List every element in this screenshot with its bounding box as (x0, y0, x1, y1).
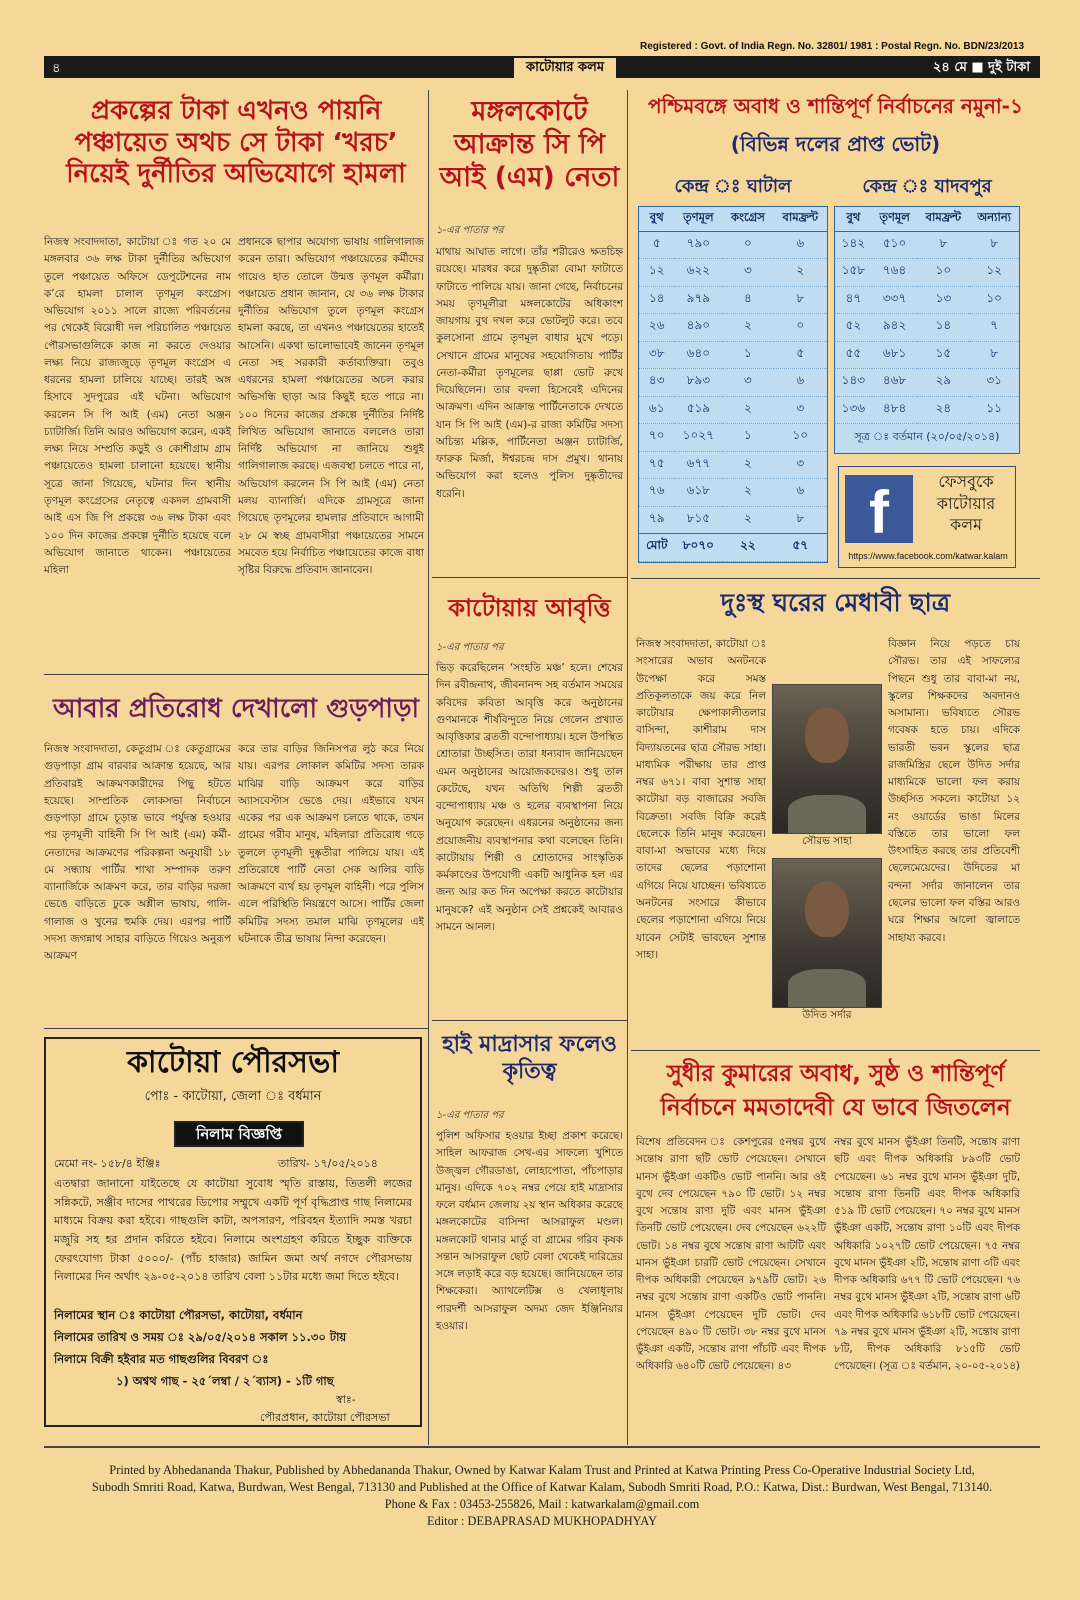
table-cell: ৩ (722, 369, 773, 397)
table-cell: ১২ (639, 259, 674, 287)
table-cell: ০ (774, 314, 827, 342)
table-cell: ৩১ (969, 369, 1019, 397)
table-cell: ১০ (917, 259, 969, 287)
table-cell: ৮ (917, 231, 969, 259)
table-cell: ২ (722, 506, 773, 534)
story3-body: মাথায় আঘাত লাগে। তাঁর শরীরেও ক্ষতচিহ্ন রয়েছে। মারধর করে দুষ্কৃতীরা বোমা ফাটাতে ফাটাতে পালিয়ে যায়। জানা গেছে, নির্বাচনের সময় তৃণমূলীরা মঙ্গলকোটের অধিকাংশ জায়গায় বুথ দখল করে ভোটলুট করে। তবে কুলসোনা গ্রামে তৃণমূল বাধার মুখে পড়ে। সেখানে গ্রামের মানুষের সহযোগিতায় পার্টির নেতা-কর্মীরা তৃণমূলের ছাপ্পা ভোট রুখে দিয়েছিলেন। তার বদলা হিসেবেই এদিনের আক্রমণ। এদিন আক্রান্ত পার্টিনেতাকে দেখতে যান সি পি আই (এম)-র রাজ্য কমিটির সদস্য অচিন্ত্য মল্লিক, পার্টিনেতা অঞ্জন চ্যাটার্জি, ফারুক মির্জা, ঈশ্বরচন্দ্র দাস প্রমুখ। থানায় অভিযোগ করা হলেও পুলিস দুষ্কৃতীদের ধরেনি। (436, 246, 623, 500)
footer-line-4: Editor : DEBAPRASAD MUKHOPADHYAY (426, 1513, 658, 1528)
table-total-cell: মোট (639, 534, 674, 562)
photo-udit-sardar (772, 858, 882, 1008)
table-cell: ২ (774, 259, 827, 287)
table-row (639, 424, 827, 452)
auction-notice (44, 1037, 422, 1427)
table-cell: ১০২৭ (674, 424, 722, 452)
table-cell: ১০ (969, 286, 1019, 314)
kendra-ghatal: কেন্দ্র ঃ ঘাটাল (674, 176, 792, 197)
table-cell: ১ (722, 424, 773, 452)
section-rule-4 (432, 1020, 627, 1021)
masthead-bar (44, 56, 1040, 78)
table-cell: ৮ (969, 231, 1019, 259)
table-cell: ৫১৯ (674, 396, 722, 424)
table-cell: ৪৩ (639, 369, 674, 397)
table-cell: ৪৭ (835, 286, 872, 314)
notice-item-1: ১) অশ্বথ গাছ - ২৫´লম্বা / ২´ব্যাস) - ১টি গাছ (116, 1374, 334, 1388)
table-header-cell: বামফ্রন্ট (917, 207, 969, 231)
caption-sourav-saha: সৌরভ সাহা (772, 834, 882, 851)
notice-memo: মেমো নং- ১৫৮/৪ ইঞ্জিঃ (54, 1157, 161, 1170)
page-number: ৪ (52, 60, 61, 75)
notice-sign-2: পৌরপ্রধান, কাটোয়া পৌরসভা (260, 1411, 390, 1424)
table-cell: ৭ (969, 314, 1019, 342)
election-subheadline: (বিভিন্ন দলের প্রাপ্ত ভোট) (730, 132, 941, 156)
ghatal-table (638, 206, 828, 563)
kendra-jadavpur: কেন্দ্র ঃ যাদবপুর (862, 176, 992, 197)
story2-column-1: নিজস্ব সংবাদদাতা, কেতুগ্রাম ঃ কেতুগ্রামের গুড়পাড়া গ্রাম বারবার আক্রান্ত হয়েছে, আর প্রতিবারই আক্রমণকারীদের পিছু হটতে হয়েছে। সাম্প্রতিক লোকসভা নির্বাচনে গুড়পাড়া গ্রামে চূড়ান্ত ভাবে পর্যুদস্ত হওয়ার পর তৃণমূলী বাহিনী সি পি আই (এম) কর্মী-নেতাদের আক্রমণের পরিকল্পনা অনুযায়ী ১৮ মে সন্ধ্যায় পার্টির শাখা সম্পাদক তরুণ ব্যানার্জিকে আক্রমণ করে, তার বাড়ির দরজা ভেঙে বাড়িতে ঢুকে অশ্লীল ভাষায়, গালি-গালাজ ও খুনের হুমকি দেয়। এরপর পার্টি সদস্য জগন্নাথ সাহার বাড়িতে গিয়েও অনুরূপ আক্রমণ (44, 743, 231, 963)
table-cell: ২ (722, 451, 773, 479)
notice-address: পোঃ - কাটোয়া, জেলা ঃ বর্ধমান (144, 1089, 322, 1104)
story4-continuation: ১-এর পাতার পর (436, 642, 504, 653)
notice-date: তারিখ- ১৭/০৫/২০১৪ (278, 1157, 378, 1170)
table-cell: ৩৩৭ (872, 286, 918, 314)
table-cell: ৭৬৪ (872, 259, 918, 287)
table-cell: ৮ (774, 506, 827, 534)
table-row (835, 286, 1019, 314)
table-cell: ২ (722, 479, 773, 507)
story1-headline: প্রকল্পের টাকা এখনও পায়নি পঞ্চায়েত অথচ সে টাকা ‘খরচ’ নিয়েই দুর্নীতির অভিযোগে হামলা (66, 96, 406, 190)
story2-column-2: করে তার বাড়ির জিনিসপত্র লুঠ করে নিয়ে যায়। এরপর লোকাল কমিটির সদস্য তারক মাঝির বাড়ি আক্রমণ করে বাড়ির অ্যাসবেস্টাস ভেঙে দেয়। এইভাবে যখন একের পর এক আক্রমণ চলতে থাকে, তখন গ্রামের গরীব মানুষ, মহিলারা প্রতিরোধ গড়ে তুললে তৃণমূলী দুষ্কৃতীরা পালিয়ে যায়। এই প্রতিরোধে পার্টি নেতা সেক আলির বাড়ি আক্রমণে ব্যর্থ হয় তৃণমূল বাহিনী। পরে পুলিস এলে পরিস্থিতি নিয়ন্ত্রণে আসে। পার্টির জেলা কমিটির সদস্য তমাল মাঝি তৃণমূলের এই ঘটনাকে তীব্র ভাষায় নিন্দা করেছেন। (238, 743, 424, 945)
story1-column-2: প্রধানকে ছাপার অযোগ্য ভাষায় গালিগালাজ করেন তারা। অভিযোগ পঞ্চায়েতের কর্মীদের গায়েও হাত তোলে উন্মত্ত তৃণমূল কর্মীরা। পঞ্চায়েত প্রধান জানান, যে ৩৬ লক্ষ টাকার দুর্নীতির অভিযোগ তুলে তৃণমূল কংগ্রেস হামলা করছে, তা এখনও পঞ্চায়েতের হাতেই আসেনি। একথা ভালোভাবেই জানেন তৃণমূল নেতা সহ সরকারী কর্তাব্যক্তিরা। তবুও এধরনের হামলা পঞ্চায়েতের অচল করার অভিসন্ধি ছাড়া আর কিছুই হতে পারে না। ১০০ দিনের কাজের প্রকল্পে দুর্নীতির নির্দিষ্ট লিখিত অভিযোগ জানাতে বললেও তারা নির্দিষ্ট অভিযোগ না জানিয়ে শুধুই গালিগালাজ করছে। এজবস্থা চলতে পারে না, অভিযোগ করলেন সি পি আই (এম) নেতা মলয় ব্যানার্জি। এদিকে গ্রামসূত্রে জানা গিয়েছে তৃণমূলের হামলার প্রতিবাদে আগামী ২৮ মে স্বচ্ছ গ্রামবাসীরা পঞ্চায়েতের সামনে সমবেত হয়ে নির্বাচিত পঞ্চায়েতের কাজে বাধা সৃষ্টির বিরুদ্ধে প্রতিবাদ জানাবেন। (238, 236, 424, 577)
column-rule-2 (627, 90, 628, 1445)
table-cell: ৭০ (639, 424, 674, 452)
table-cell: ৩৮ (639, 341, 674, 369)
table-cell: ৯৭৯ (674, 286, 722, 314)
table-cell: ৬১ (639, 396, 674, 424)
table-total-row (639, 534, 827, 562)
table-cell: ২ (722, 314, 773, 342)
table-cell: ১৪২ (835, 231, 872, 259)
table-row (835, 231, 1019, 259)
section-rule-2 (44, 1028, 428, 1029)
footer-line-3: Phone & Fax : 03453-255826, Mail : katwarkalam@gmail.com (384, 1496, 700, 1511)
table-cell: ৪ (722, 286, 773, 314)
table-cell: ৪৮৪ (872, 396, 918, 424)
table-cell: ৬৮১ (872, 341, 918, 369)
table-total-cell: ২২ (722, 534, 773, 562)
table-cell: ২৬ (639, 314, 674, 342)
table-cell: ৬৪০ (674, 341, 722, 369)
story4-headline: কাটোয়ায় আবৃত্তি (448, 594, 611, 622)
table-cell: ১৪৩ (835, 369, 872, 397)
facebook-promo[interactable] (838, 466, 1016, 568)
facebook-line-1: ফেসবুকে (938, 472, 994, 491)
table-cell: ৬ (774, 369, 827, 397)
table-header-cell: তৃণমূল (674, 207, 722, 231)
paper-name: কাটোয়ার কলম (514, 58, 616, 79)
table-cell: ৫২ (835, 314, 872, 342)
footer-rule (44, 1446, 1040, 1448)
table-header-cell: বুথ (639, 207, 674, 231)
table-row (835, 396, 1019, 424)
registration-info: Registered : Govt. of India Regn. No. 32801/ 1981 : Postal Regn. No. BDN/23/2013 (640, 41, 1024, 52)
table-cell: ৪৬৮ (872, 369, 918, 397)
facebook-icon: f (845, 475, 913, 543)
table-header-cell: বুথ (835, 207, 872, 231)
story1-column-1: নিজস্ব সংবাদদাতা, কাটোয়া ঃ গত ২০ মে মঙ্গলবার ৩৬ লক্ষ টাকা দুর্নীতির অভিযোগ তুলে পঞ্চায়েত অফিসে ডেপুটেশনের নাম ক’রে হামলা চালাল তৃণমূল কংগ্রেস। অভিযোগ ২০১১ সালে রাজ্যে পরিবর্তনের পর থেকেই বিরোধী দল পরিচালিত পঞ্চায়েত পৌরসভাগুলিকে কাজ না করতে দেওয়ার লক্ষ্য নিয়ে রাজ্যজুড়ে তৃণমূল কংগ্রেস এ ধরনের হামলা চালিয়ে যাচ্ছে। তারই অঙ্গ হিসাবে সুদপুরের এই ঘটনা। অভিযোগ করলেন সি পি আই (এম) নেতা অঞ্জন চ্যাটার্জি। তিনি আরও অভিযোগ করেন, একই লক্ষ্য নিয়ে সম্প্রতি কড়ুই ও কোশীগ্রাম গ্রাম পঞ্চায়েতেও হামলা চালানো হয়েছে। স্থানীয় সূত্রে জানা গিয়েছে, ঘটনার দিন স্থানীয় তৃণমূল কংগ্রেসের নেতৃত্বে একদল গ্রামবাসী আই এস জি পি প্রকল্পে ৩৬ লক্ষ টাকা এবং ১০০ দিন কাজের প্রকল্পে দুর্নীতি হয়েছে বলে অভিযোগ জানাতে থাকেন। পঞ্চায়েতের মহিলা (44, 236, 231, 577)
section-rule-3 (432, 577, 627, 578)
table-total-cell: ৮০৭০ (674, 534, 722, 562)
table-cell: ৫৫ (835, 341, 872, 369)
table-cell: ৩ (722, 259, 773, 287)
jadavpur-table (834, 206, 1020, 454)
table-cell: ১৪ (639, 286, 674, 314)
table-cell: ৫ (774, 341, 827, 369)
story2-headline: আবার প্রতিরোধ দেখালো গুড়পাড়া (52, 694, 420, 724)
story7-headline-1: সুধীর কুমারের অবাধ, সুষ্ঠ ও শান্তিপূর্ণ (666, 1061, 1005, 1087)
table-row (835, 369, 1019, 397)
table-row (639, 259, 827, 287)
table-row (835, 314, 1019, 342)
table-header-cell: কংগ্রেস (722, 207, 773, 231)
table-row (639, 479, 827, 507)
table-cell: ১৪ (917, 314, 969, 342)
table-cell: ৮ (969, 341, 1019, 369)
notice-body: এতদ্বারা জানানো যাইতেছে যে কাটোয়া সুবোধ স্মৃতি রাস্তায়, তিতলী লজের সন্নিকটে, সঞ্জীব দাসের পাথরের ডিপোর সম্মুখে একটি পূর্ণ বৃদ্ধিপ্রাপ্ত গাছ নিলামের মাধ্যমে বিক্রয় করা হইবে। গাছগুলি কাটা, অপসারণ, পরিবহন ইত্যাদি সমস্ত খরচা মজুরি সহ হর প্রদান করিতে হইবে। নিলামে অংশগ্রহণ করিতে ইচ্ছুক ব্যক্তিকে ফেরৎযোগ্য টাকা ৫০০০/- (পাঁচ হাজার) জামিন জমা অর্থ নগদে পৌরসভায় নিলামের দিন অর্থাৎ ২৯-০৫-২০১৪ তারিখ বেলা ১১টার মধ্যে জমা দিতে হইবে। (54, 1177, 412, 1284)
table-cell: ৬ (774, 231, 827, 259)
table-cell: ৬ (774, 479, 827, 507)
table-cell: ৬২২ (674, 259, 722, 287)
table-row (639, 451, 827, 479)
story7-column-2: নম্বর বুথে মানস ভুঁইঞা তিনটি, সন্তোষ রাণা ছটি এবং দীপক অধিকারি ৮৯৩টি ভোট পেয়েছেন। ৬১ নম্বর বুথে মানস ভুঁইঞা দুটি, সন্তোষ রাণা তিনটি এবং দীপক অধিকারি ৫১৯ টি ভোট পেয়েছেন। ৭০ নম্বর বুথে মানস ভুঁইঞা একটি, সন্তোষ রাণা ১০টি এবং দীপক অধিকারি ১০২৭টি ভোট পেয়েছেন। ৭৫ নম্বর বুথে মানস ভুঁইঞা ২টি, সন্তোষ রাণা ৩টি এবং দীপক অধিকারি ৬৭৭ টি ভোট পেয়েছেন। ৭৬ নম্বর বুথে মানস ভুঁইঞা ২টি, সন্তোষ রাণা ৬টি এবং দীপক অধিকারি ৬১৮টি ভোট পেয়েছেন। ৭৯ নম্বর বুথে মানস ভুঁইঞা ২টি, সন্তোষ রাণা ৮টি, দীপক অধিকারি ৮১৫টি ভোট পেয়েছেন। (সূত্র ঃ বর্তমান, ২০-০৫-২০১৪) (834, 1136, 1020, 1373)
story3-continuation: ১-এর পাতার পর (436, 225, 504, 236)
facebook-line-3: কলম (949, 515, 982, 535)
story4-body: ভিড় করেছিলেন ‘সংহতি মঞ্চ’ হলে। শেষের দিন রবীন্দ্রনাথ, জীবনানন্দ সহ বর্তমান সময়ের কবিদের কবিতা আবৃত্তি করে অনুষ্ঠানের গুণমানকে শীর্ষবিন্দুতে নিয়ে গেলেন প্রখ্যাত আবৃত্তিকার ব্রততী বন্দোপাধ্যায়। হলে উপস্থিত শ্রোতারা উচ্ছসিত। তারা ধন্যবাদ জানিয়েছেন এমন অনুষ্ঠানের আয়োজকদেরও। শুধু তাল কেটেছে, যখন অতিথি শিল্পী ব্রততী বন্দোপাধ্যায় মঞ্চ ও হলের ব্যবস্থাপনা নিয়ে অনুযোগ করেছেন। এধরনের অনুষ্ঠানের জন্য প্রয়োজনীয় ব্যবস্থাপনার কথা বলেছেন তিনি। কাটোয়ায় শিল্পী ও শ্রোতাদের সাংস্কৃতিক কর্মকাণ্ডের উপযোগী একটি আধুনিক হল এর জন্য আর কত দিন অপেক্ষা করতে কাটোয়ার মানুষকে? এই অনুষ্ঠান সেই প্রশ্নকেই আবারও সামনে আনল। (436, 662, 623, 933)
footer-line-1: Printed by Abhedananda Thakur, Published by Abhedananda Thakur, Owned by Katwar Kalam Trust and Printed at Katwa Printing Press Co-Operative Industrial Society Ltd, (109, 1463, 975, 1477)
table-cell: ৮ (774, 286, 827, 314)
story6-headline: দুঃস্থ ঘরের মেধাবী ছাত্র (720, 588, 951, 617)
table-cell: ১২ (969, 259, 1019, 287)
table-row (639, 231, 827, 259)
date-price: ২৪ মে ■ দুই টাকা (932, 60, 1030, 75)
photo-sourav-saha (772, 684, 882, 834)
story7-headline-2: নির্বাচনে মমতাদেবী যে ভাবে জিতলেন (660, 1095, 1011, 1121)
story3-headline: মঙ্গলকোটে আক্রান্ত সি পি আই (এম) নেতা (439, 96, 620, 193)
section-rule-5 (631, 578, 1040, 579)
table-cell: ১০ (774, 424, 827, 452)
table-cell: ৬৭৭ (674, 451, 722, 479)
column-rule-1 (428, 90, 429, 1445)
table-cell: ৫ (639, 231, 674, 259)
table-total-cell: ৫৭ (774, 534, 827, 562)
footer-line-2: Subodh Smriti Road, Katwa, Burdwan, West Bengal, 713130 and Published at the Office of Katwar Kalam, Subodh Smriti Road, P.O.: Katwa, Dist.: Burdwan, West Bengal, 713140. (91, 1479, 993, 1494)
facebook-url[interactable]: https://www.facebook.com/katwar.kalam (848, 551, 1008, 561)
table-row (639, 369, 827, 397)
table-cell: ১৩ (917, 286, 969, 314)
table-cell: ৯৪২ (872, 314, 918, 342)
election-source: সূত্র ঃ বর্তমান (২০/০৫/২০১৪) (854, 430, 1000, 443)
table-row (639, 341, 827, 369)
story6-column-1: নিজস্ব সংবাদদাতা, কাটোয়া ঃ সংসারের অভাব অনটনকে উপেক্ষা করে সমস্ত প্রতিকূলতাকে জয় করে নিল কাটোয়ার ক্ষেপাকালীতলার বাসিন্দা, কাশীরাম দাস বিদ্যায়তনের ছাত্র সৌরভ সাহা। মাধ্যমিক পরীক্ষায় তার প্রাপ্ত নম্বর ৬৭১। বাবা সুশান্ত সাহা কাটোয়া বড় বাজারের সবজি বিক্রেতা। সবজি বিক্রি করেই ছেলেকে তিনি মানুষ করেছেন। বাবা-মা অভাবের মধ্যে দিয়ে তাদের ছেলের পড়াশোনা এগিয়ে নিয়ে যাচ্ছেন। ভবিষ্যতে অনটনের সংসারে কীভাবে ছেলের পড়াশোনা এগিয়ে নিয়ে যাবেন সেটাই ভাবছেন সুশান্ত সাহা। (636, 638, 766, 961)
table-cell: ২৪ (917, 396, 969, 424)
story5-body: পুলিশ অফিসার হওয়ার ইচ্ছা প্রকাশ করেছে। সাহিল আফরাজ সেখ-এর সাফল্যে খুশিতে উজ্জ্বল গৌরডাঙা, লোহাপোতা, পাঁচপাড়ার মানুষ। এদিকে ৭০২ নম্বর পেয়ে হাই মাদ্রাসার ফলে বর্ধমান জেলায় ২য় স্থান অধিকার করেছে মঙ্গলকোটের বাসিন্দা আসরাফুল মণ্ডল। মঙ্গলকোট থানার মার্তু বা গ্রামের গরিব কৃষক সন্তান আসরাফুল ছোট বেলা থেকেই দারিদ্রের সঙ্গে লড়াই করে বড় হয়েছে। জানিয়েছেন তার শিক্ষকেরা। অ্যাথলেটিক্স ও খেলাধূলায় পারদর্শী আসরাফুল অদম্য জেদ ইঞ্জিনিয়ার হওয়ার। (436, 1130, 623, 1332)
table-row (639, 396, 827, 424)
table-cell: ১ (722, 341, 773, 369)
caption-udit-sardar: উদিত সর্দার (772, 1008, 882, 1025)
notice-place: নিলামের স্থান ঃ কাটোয়া পৌরসভা, কাটোয়া, বর্ধমান (54, 1308, 303, 1322)
table-cell: ৫১০ (872, 231, 918, 259)
table-cell: ৪৯০ (674, 314, 722, 342)
table-header-cell: তৃণমূল (872, 207, 918, 231)
section-rule-1 (44, 674, 428, 675)
table-cell: ২ (722, 396, 773, 424)
election-headline: পশ্চিমবঙ্গে অবাধ ও শান্তিপূর্ণ নির্বাচনের নমুনা-১ (648, 94, 1023, 118)
table-cell: ১৫৮ (835, 259, 872, 287)
imprint-footer (44, 1462, 1040, 1529)
story7-column-1: বিশেষ প্রতিবেদন ঃ কেশপুরের ৫নম্বর বুথে সন্তোষ রাণা ছটি ভোট পেয়েছেন। সেখানে মানস ভুঁইঞা একটিও ভোট পাননি। আর ওই বুথে দেব পেয়েছেন ৭৯০ টি ভোট। ১২ নম্বর বুথে সন্তোষ রাণা দুটি এবং মানস ভুঁইঞা তিনটি ভোট পেয়েছেন। দেব পেয়েছেন ৬২২টি ভোট। ১৪ নম্বর বুথে সন্তোষ রাণা আটটি এবং মানস ভুঁইঞা চারটি ভোট পেয়েছেন। সেখানে দীপক অধিকারী পেয়েছেন ৯৭৯টি ভোট। ২৬ নম্বর বুথে সন্তোষ রাণা একটিও ভোট পাননি। মানস ভুঁইঞা পেয়েছেন দুটি ভোট। দেব পেয়েছেন ৪৯০ টি ভোট। ৩৮ নম্বর বুথে মানস ভুঁইঞা একটি, সন্তোষ রাণা পাঁচটি এবং দীপক অধিকারি ৬৪০টি ভোট পেয়েছেন। ৪৩ (636, 1136, 826, 1373)
facebook-line-2: কাটোয়ার (936, 493, 996, 513)
table-header-cell: বামফ্রন্ট (774, 207, 827, 231)
story6-column-2: বিজ্ঞান নিয়ে পড়তে চায় সৌরভ। তার এই সাফল্যের পিছনে শুধু তার বাবা-মা নয়, স্কুলের শিক্ষকদের অবদানও অসামান্য। ভবিষ্যতে সৌরভ গবেষক হতে চায়। এদিকে ভারতী ভবন স্কুলের ছাত্র রাজমিস্ত্রির ছেলে উদিত সর্দার মাধ্যমিকে ভালো ফল করায় উচ্ছসিত সকলে। কাটোয়া ১২ নং ওয়ার্ডের ভাঙা মিলের বস্তিতে তার ভালো ফল উৎসাহিত করছে তার প্রতিবেশী ছেলেমেয়েদের। উদিতের মা বন্দনা সর্দার জানালেন তার ছেলের ভালো ফল বস্তির আরও ঘরে শিক্ষার আলো জ্বালাতে সাহায্য করবে। (888, 638, 1020, 944)
notice-title: কাটোয়া পৌরসভা (126, 1045, 340, 1080)
notice-datetime: নিলামের তারিখ ও সময় ঃ ২৯/০৫/২০১৪ সকাল ১১.৩০ টায় (54, 1330, 347, 1344)
story5-continuation: ১-এর পাতার পর (436, 1110, 504, 1121)
table-cell: ৭৯ (639, 506, 674, 534)
table-cell: ৮১৫ (674, 506, 722, 534)
table-cell: ৮৯৩ (674, 369, 722, 397)
table-cell: ৩ (774, 396, 827, 424)
table-row (639, 286, 827, 314)
table-cell: ৬১৮ (674, 479, 722, 507)
section-rule-6 (631, 1050, 1040, 1051)
table-row (639, 506, 827, 534)
table-row (835, 341, 1019, 369)
notice-label: নিলাম বিজ্ঞপ্তি (174, 1121, 304, 1147)
notice-items-label: নিলামে বিক্রী হইবার মত গাছগুলির বিবরণ ঃ (54, 1352, 269, 1366)
table-row (835, 259, 1019, 287)
table-cell: ১৫ (917, 341, 969, 369)
table-header-cell: অন্যান্য (969, 207, 1019, 231)
notice-sign-1: স্বাঃ- (336, 1393, 356, 1406)
table-row (639, 314, 827, 342)
table-cell: ০ (722, 231, 773, 259)
table-cell: ১১ (969, 396, 1019, 424)
table-cell: ৭৫ (639, 451, 674, 479)
story5-headline: হাই মাদ্রাসার ফলেও কৃতিত্ব (442, 1032, 617, 1084)
table-cell: ৩ (774, 451, 827, 479)
table-cell: ১৩৬ (835, 396, 872, 424)
table-cell: ২৯ (917, 369, 969, 397)
table-cell: ৭৬ (639, 479, 674, 507)
table-cell: ৭৯০ (674, 231, 722, 259)
